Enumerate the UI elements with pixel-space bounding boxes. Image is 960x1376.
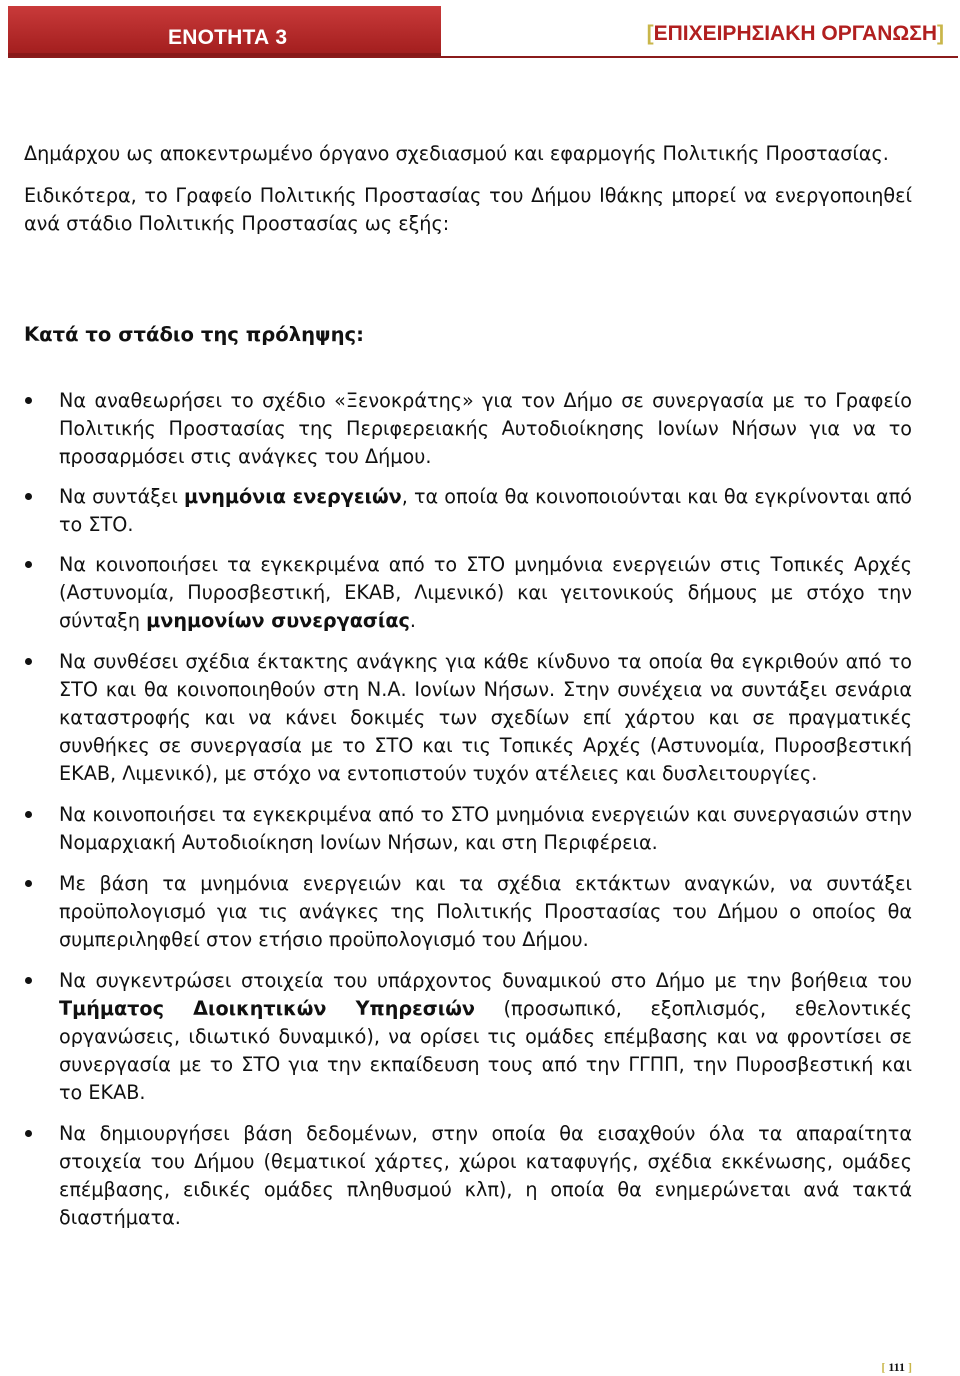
intro-paragraph-2: Ειδικότερα, το Γραφείο Πολιτικής Προστασίας του Δήμου Ιθάκης μπορεί να ενεργοποιηθεί ανά στάδιο Πολιτικής Προστασίας ως εξής:: [24, 184, 912, 235]
section-title: [647, 22, 944, 46]
list-item-text: , τα οποία θα κοινοποιούνται και θα εγκρίνονται από το ΣΤΟ.: [59, 485, 912, 536]
page-header: [0, 0, 960, 60]
header-divider: [8, 56, 958, 58]
document-body: [24, 140, 912, 1245]
page-bracket-open: [: [881, 1360, 886, 1374]
list-item-emphasis: μνημόνια ενεργειών: [184, 485, 402, 508]
page-bracket-close: ]: [908, 1360, 912, 1374]
section-bracket-open: [: [646, 22, 654, 45]
list-item-text: Με βάση τα μνημόνια ενεργειών και τα σχέδια εκτάκτων αναγκών, να συντάξει προϋπολογισμό για τις ανάγκες της Πολιτικής Προστασίας του Δήμου ο οποίος θα συμπεριληφθεί στον ετήσιο προϋπολογισμό του Δήμου.: [59, 872, 912, 951]
list-item: [24, 967, 912, 1107]
page-number-value: 111: [888, 1360, 905, 1374]
list-item-text: Να αναθεωρήσει το σχέδιο «Ξενοκράτης» για τον Δήμο σε συνεργασία με το Γραφείο Πολιτικής Προστασίας της Περιφερειακής Αυτοδιοίκησης Ιονίων Νήσων για να το προσαρμόσει στις ανάγκες του Δήμου.: [59, 389, 912, 468]
list-item-text: Να κοινοποιήσει τα εγκεκριμένα από το ΣΤΟ μνημόνια ενεργειών στις Τοπικές Αρχές (Αστυνομία, Πυροσβεστική, ΕΚΑΒ, Λιμενικό) και γειτονικούς δήμους με στόχο την σύνταξη: [59, 553, 912, 632]
bullet-list: [24, 387, 912, 1232]
list-item-text: Να συνθέσει σχέδια έκτακτης ανάγκης για κάθε κίνδυνο τα οποία θα εγκριθούν από το ΣΤΟ και θα κοινοποιηθούν στη Ν.Α. Ιονίων Νήσων. Στην συνέχεια να συντάξει σενάρια καταστροφής και να κάνει δοκιμές των σχεδίων επί χάρτου και σε πραγματικές συνθήκες σε συνεργασία με το ΣΤΟ και τις Τοπικές Αρχές (Αστυνομία, Πυροσβεστική ΕΚΑΒ, Λιμενικό), με στόχο να εντοπιστούν τυχόν ατέλειες και δυσλειτουργίες.: [59, 650, 912, 785]
list-item: [24, 1120, 912, 1232]
list-item-text: .: [409, 609, 416, 632]
list-item: [24, 801, 912, 857]
section-title-text: ΕΠΙΧΕΙΡΗΣΙΑΚΗ ΟΡΓΑΝΩΣΗ: [653, 22, 937, 45]
list-item-text: Να κοινοποιήσει τα εγκεκριμένα από το ΣΤΟ μνημόνια ενεργειών και συνεργασιών στην Νομαρχιακή Αυτοδιοίκηση Ιονίων Νήσων, και στη Περιφέρεια.: [59, 803, 912, 854]
list-item-text: Να συγκεντρώσει στοιχεία του υπάρχοντος δυναμικού στο Δήμο με την βοήθεια του: [59, 969, 912, 992]
list-item-text: Να δημιουργήσει βάση δεδομένων, στην οποία θα εισαχθούν όλα τα απαραίτητα στοιχεία του Δήμου (θεματικοί χάρτες, χώροι καταφυγής, σχέδια εκκένωσης, ομάδες επέμβασης, ειδικές ομάδες πληθυσμού κλπ), η οποία θα ενημερώνεται ανά τακτά διαστήματα.: [59, 1122, 912, 1229]
list-item-emphasis: Τμήματος Διοικητικών Υπηρεσιών: [59, 997, 475, 1020]
intro-paragraph-1: Δημάρχου ως αποκεντρωμένο όργανο σχεδιασμού και εφαρμογής Πολιτικής Προστασίας.: [24, 142, 889, 165]
list-item-text: Να συντάξει: [59, 485, 184, 508]
section-heading: Κατά το στάδιο της πρόληψης:: [24, 323, 365, 346]
list-item: [24, 551, 912, 635]
list-item-text: (προσωπικό, εξοπλισμός, εθελοντικές οργανώσεις, ιδιωτικό δυναμικό), να ορίσει τις ομάδες επέμβασης και να φροντίσει σε συνεργασία με το ΣΤΟ για την εκπαίδευση τους από την ΓΓΠΠ, την Πυροσβεστική και το ΕΚΑΒ.: [59, 997, 912, 1104]
list-item: [24, 387, 912, 471]
unit-label: ΕΝΟΤΗΤΑ 3: [168, 26, 288, 49]
list-item-emphasis: μνημονίων συνεργασίας: [146, 609, 410, 632]
page-number: [881, 1360, 912, 1375]
list-item: [24, 870, 912, 954]
unit-tab: [8, 6, 441, 56]
list-item: [24, 483, 912, 539]
list-item: [24, 648, 912, 788]
section-bracket-close: ]: [937, 22, 944, 45]
